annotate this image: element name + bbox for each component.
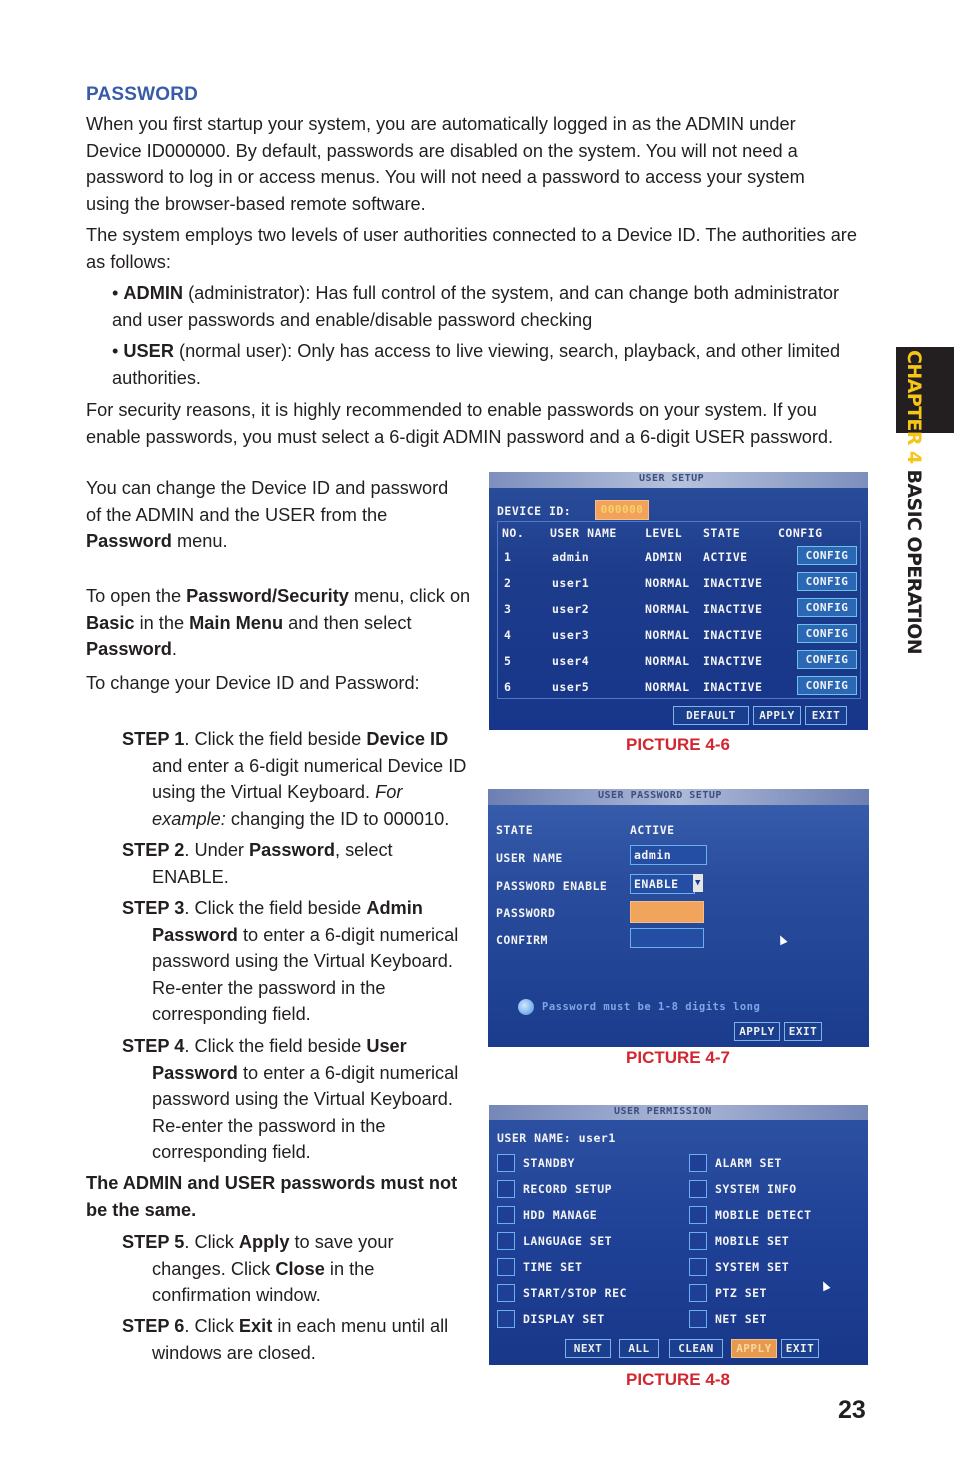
mouse-cursor-icon [819,1280,830,1292]
exit-button[interactable]: EXIT [784,1022,822,1041]
password-enable-select[interactable]: ENABLE [630,874,695,894]
password-enable-label: PASSWORD ENABLE [496,879,608,893]
row-level: NORMAL [645,602,690,616]
chevron-down-icon[interactable]: ▼ [693,874,703,892]
permission-label: START/STOP REC [523,1286,627,1300]
row-no: 3 [504,602,512,616]
change-paragraph: You can change the Device ID and password of the ADMIN and the USER from the Password menu. [86,478,449,551]
row-name: user1 [552,576,590,590]
mouse-cursor-icon [776,934,787,946]
config-button[interactable]: CONFIG [797,650,857,669]
row-state: INACTIVE [703,654,763,668]
screenshot-password-setup [488,789,869,1047]
permission-label: ALARM SET [715,1156,782,1170]
state-label: STATE [496,823,534,837]
row-level: NORMAL [645,628,690,642]
clean-button[interactable]: CLEAN [669,1339,723,1358]
permission-label: DISPLAY SET [523,1312,605,1326]
next-button[interactable]: NEXT [565,1339,611,1358]
step-5: STEP 5. Click Apply to save your changes. Click Close in the confirmation window. [122,1232,394,1305]
bullet-user: • USER (normal user): Only has access to live viewing, search, playback, and other limited authorities. [112,341,841,388]
bullet-admin-term: ADMIN [123,283,184,303]
page-number: 23 [838,1396,866,1424]
row-level: NORMAL [645,576,690,590]
password-field[interactable] [630,901,704,923]
permission-label: SYSTEM INFO [715,1182,797,1196]
device-id-label: DEVICE ID: [497,504,572,518]
row-name: admin [552,550,590,564]
row-level: ADMIN [645,550,683,564]
row-no: 5 [504,654,512,668]
config-button[interactable]: CONFIG [797,598,857,617]
chapter-title: BASIC OPERATION [903,469,925,654]
intro-paragraph-1: When you first startup your system, you are automatically logged in as the ADMIN under Device ID000000. By default, passwords are disabled on the system. You will not need a password to log in or access menus. You will not need a password to access your system using the browser-based remote software. [86,114,805,214]
row-name: user2 [552,602,590,616]
permission-checkbox[interactable] [689,1284,707,1302]
exit-button[interactable]: EXIT [781,1339,819,1358]
chapter-number: CHAPTER 4 [903,350,925,464]
user-name-label: USER NAME [496,851,563,865]
permission-checkbox[interactable] [497,1284,515,1302]
screenshot-user-setup [489,472,868,730]
config-button[interactable]: CONFIG [797,624,857,643]
permission-label: MOBILE DETECT [715,1208,812,1222]
apply-button[interactable]: APPLY [734,1022,780,1041]
bullet-admin-text: (administrator): Has full control of the system, and can change both administrator and user passwords and enable/disable password checking [112,283,840,330]
row-no: 2 [504,576,512,590]
row-state: INACTIVE [703,680,763,694]
permission-checkbox[interactable] [497,1232,515,1250]
row-name: user5 [552,680,590,694]
permission-label: HDD MANAGE [523,1208,598,1222]
confirm-label: CONFIRM [496,933,548,947]
section-heading: PASSWORD [86,84,199,105]
step-2: STEP 2. Under Password, select ENABLE. [122,840,393,887]
user-table [497,521,861,699]
row-level: NORMAL [645,654,690,668]
window-title: USER PERMISSION [614,1106,712,1117]
default-button[interactable]: DEFAULT [673,706,749,725]
config-button[interactable]: CONFIG [797,572,857,591]
permission-label: STANDBY [523,1156,575,1170]
row-level: NORMAL [645,680,690,694]
apply-button[interactable]: APPLY [753,706,801,725]
permission-checkbox[interactable] [497,1154,515,1172]
device-id-field[interactable]: 000000 [595,500,649,520]
step-3: STEP 3. Click the field beside Admin Password to enter a 6-digit numerical password using the Virtual Keyboard. Re-enter the password in the corresponding field. [122,898,459,1024]
permission-label: TIME SET [523,1260,583,1274]
permission-checkbox[interactable] [497,1206,515,1224]
open-menu-paragraph: To open the Password/Security menu, click on Basic in the Main Menu and then select Password. [86,586,471,659]
passwords-note: The ADMIN and USER passwords must not be the same. [86,1173,458,1220]
row-state: INACTIVE [703,628,763,642]
bullet-user-term: USER [123,341,174,361]
col-level: LEVEL [645,526,683,540]
row-state: INACTIVE [703,602,763,616]
config-button[interactable]: CONFIG [797,546,857,565]
col-state: STATE [703,526,741,540]
bullet-admin: • ADMIN (administrator): Has full control of the system, and can change both administrator and user passwords and enable/disable password checking [112,283,840,330]
bullet-user-text: (normal user): Only has access to live viewing, search, playback, and other limited authorities. [112,341,841,388]
to-change-line: To change your Device ID and Password: [86,673,420,693]
permission-label: LANGUAGE SET [523,1234,613,1248]
step-4: STEP 4. Click the field beside User Password to enter a 6-digit numerical password using the Virtual Keyboard. Re-enter the password in the corresponding field. [122,1036,459,1162]
password-label: PASSWORD [496,906,556,920]
row-state: INACTIVE [703,576,763,590]
permission-label: NET SET [715,1312,767,1326]
row-no: 1 [504,550,512,564]
col-no: NO. [502,526,525,540]
row-no: 4 [504,628,512,642]
exit-button[interactable]: EXIT [805,706,847,725]
step-1: STEP 1. Click the field beside Device ID and enter a 6-digit numerical Device ID using the Virtual Keyboard. For example: changing the ID to 000010. [122,729,467,829]
permission-label: SYSTEM SET [715,1260,790,1274]
permission-checkbox[interactable] [689,1180,707,1198]
permission-checkbox[interactable] [689,1310,707,1328]
permission-checkbox[interactable] [689,1154,707,1172]
window-title: USER SETUP [639,473,705,484]
row-name: user3 [552,628,590,642]
intro-paragraph-2: The system employs two levels of user authorities connected to a Device ID. The authorities are as follows: [86,225,857,272]
permission-label: MOBILE SET [715,1234,790,1248]
permission-checkbox[interactable] [689,1258,707,1276]
permission-label: RECORD SETUP [523,1182,613,1196]
permission-checkbox[interactable] [497,1180,515,1198]
step-6: STEP 6. Click Exit in each menu until all windows are closed. [122,1316,449,1363]
col-config: CONFIG [778,526,823,540]
caption-picture-4-8: PICTURE 4-8 [626,1370,730,1389]
permission-checkbox[interactable] [497,1310,515,1328]
col-user-name: USER NAME [550,526,617,540]
permission-checkbox[interactable] [689,1206,707,1224]
config-button[interactable]: CONFIG [797,676,857,695]
confirm-field[interactable] [630,928,704,948]
row-no: 6 [504,680,512,694]
screenshot-user-permission [489,1105,868,1365]
apply-button[interactable]: APPLY [731,1339,777,1358]
info-icon [518,999,534,1015]
row-name: user4 [552,654,590,668]
security-paragraph: For security reasons, it is highly recommended to enable passwords on your system. If you enable passwords, you must select a 6-digit ADMIN password and a 6-digit USER password. [86,400,834,447]
all-button[interactable]: ALL [619,1339,659,1358]
state-value: ACTIVE [630,823,675,837]
caption-picture-4-6: PICTURE 4-6 [626,735,730,754]
chapter-tab-label [903,350,925,654]
permission-checkbox[interactable] [689,1232,707,1250]
row-state: ACTIVE [703,550,748,564]
permission-user-name: USER NAME: user1 [497,1131,616,1145]
password-hint: Password must be 1-8 digits long [542,1001,761,1013]
user-name-field[interactable]: admin [630,845,707,865]
permission-checkbox[interactable] [497,1258,515,1276]
window-title: USER PASSWORD SETUP [598,790,722,801]
caption-picture-4-7: PICTURE 4-7 [626,1048,730,1067]
permission-label: PTZ SET [715,1286,767,1300]
